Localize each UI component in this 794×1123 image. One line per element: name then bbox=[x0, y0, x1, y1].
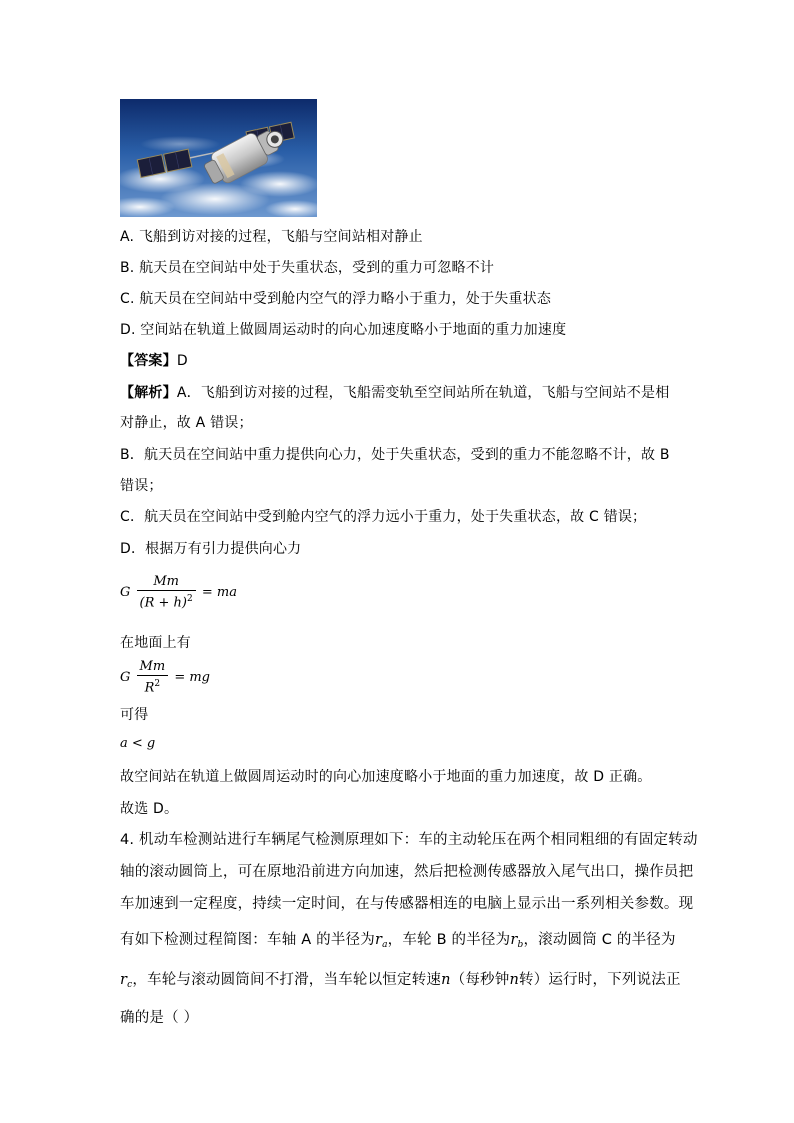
radius-ra bbox=[375, 932, 388, 948]
option-a: A. 飞船到访对接的过程，飞船与空间站相对静止 bbox=[120, 229, 423, 245]
answer-label: 【答案】 bbox=[120, 353, 177, 369]
space-station-image bbox=[120, 99, 317, 217]
formula1-numerator: Mm bbox=[153, 574, 179, 589]
q4-l5-text-c: 转）运行时，下列说法正 bbox=[519, 972, 681, 988]
formula1-denominator bbox=[137, 590, 196, 611]
analysis-b-line-1: B．航天员在空间站中重力提供向心力，处于失重状态，受到的重力不能忽略不计，故 B bbox=[120, 447, 670, 463]
question4-line-3: 车加速到一定程度，持续一定时间，在与传感器相连的电脑上显示出一系列相关参数。现 bbox=[120, 896, 694, 912]
question4-line-1: 4. 机动车检测站进行车辆尾气检测原理如下：车的主动轮压在两个相同粗细的有固定转动 bbox=[120, 832, 698, 848]
q4-l4-text-a: 有如下检测过程简图：车轴 A 的半径为 bbox=[120, 932, 375, 948]
speed-n-2: n bbox=[509, 972, 519, 988]
radius-rb bbox=[510, 932, 523, 948]
speed-n: n bbox=[441, 972, 451, 988]
option-c: C. 航天员在空间站中受到舱内空气的浮力略小于重力，处于失重状态 bbox=[120, 291, 552, 307]
question4-line-4 bbox=[120, 930, 676, 955]
formula1-den-text: (R + h) bbox=[139, 595, 187, 611]
question4-line-6: 确的是（ ） bbox=[120, 1010, 199, 1026]
answer-value: D bbox=[176, 353, 188, 369]
can-get-line: 可得 bbox=[120, 707, 149, 723]
choose-line: 故选 D。 bbox=[120, 801, 179, 817]
rb-subscript: b bbox=[517, 940, 524, 950]
q4-l5-text-b: （每秒钟 bbox=[450, 972, 510, 988]
ra-subscript: a bbox=[382, 940, 388, 950]
formula2-exponent: 2 bbox=[154, 679, 161, 689]
analysis-a-line-2: 对静止，故 A 错误； bbox=[120, 415, 253, 431]
analysis-d-line: D．根据万有引力提供向心力 bbox=[120, 541, 302, 557]
analysis-c-line: C．航天员在空间站中受到舱内空气的浮力远小于重力，处于失重状态，故 C 错误； bbox=[120, 509, 647, 525]
on-ground-line: 在地面上有 bbox=[120, 635, 191, 651]
rb-symbol: r bbox=[510, 932, 518, 948]
formula2-numerator: Mm bbox=[139, 659, 166, 674]
question4-line-5 bbox=[120, 970, 681, 995]
formula-gravitation-orbit bbox=[120, 574, 237, 611]
formula-gravitation-ground bbox=[120, 659, 210, 696]
radius-rc bbox=[120, 972, 132, 988]
q4-l4-text-b: ，车轮 B 的半径为 bbox=[387, 932, 511, 948]
answer-line bbox=[120, 351, 188, 371]
rc-symbol: r bbox=[120, 972, 128, 988]
conclusion-line: 故空间站在轨道上做圆周运动时的向心加速度略小于地面的重力加速度，故 D 正确。 bbox=[120, 769, 652, 785]
ra-symbol: r bbox=[374, 932, 383, 948]
option-d: D. 空间站在轨道上做圆周运动时的向心加速度略小于地面的重力加速度 bbox=[120, 322, 567, 338]
question4-line-2: 轴的滚动圆筒上，可在原地沿前进方向加速，然后把检测传感器放入尾气出口，操作员把 bbox=[120, 864, 694, 880]
formula2-g: G bbox=[120, 670, 131, 686]
rc-subscript: c bbox=[127, 980, 133, 990]
formula2-den-text: R bbox=[144, 680, 155, 696]
analysis-a-line-1 bbox=[120, 383, 669, 403]
analysis-b-line-2: 错误； bbox=[120, 478, 163, 494]
formula1-fraction bbox=[137, 574, 196, 611]
formula2-fraction bbox=[137, 659, 169, 696]
formula2-denominator bbox=[137, 675, 169, 696]
formula-a-less-g: a < g bbox=[120, 736, 156, 751]
formula2-rhs: = mg bbox=[174, 670, 210, 686]
option-b: B. 航天员在空间站中处于失重状态，受到的重力可忽略不计 bbox=[120, 260, 495, 276]
formula1-g: G bbox=[120, 585, 131, 601]
q4-l5-text-a: ，车轮与滚动圆筒间不打滑，当车轮以恒定转速 bbox=[132, 972, 442, 988]
q4-l4-text-c: ，滚动圆筒 C 的半径为 bbox=[523, 932, 676, 948]
analysis-label: 【解析】 bbox=[120, 385, 177, 401]
formula1-rhs: = ma bbox=[201, 585, 237, 601]
analysis-a-text-1: A．飞船到访对接的过程，飞船需变轨至空间站所在轨道，飞船与空间站不是相 bbox=[176, 385, 670, 401]
formula1-exponent: 2 bbox=[187, 594, 193, 604]
